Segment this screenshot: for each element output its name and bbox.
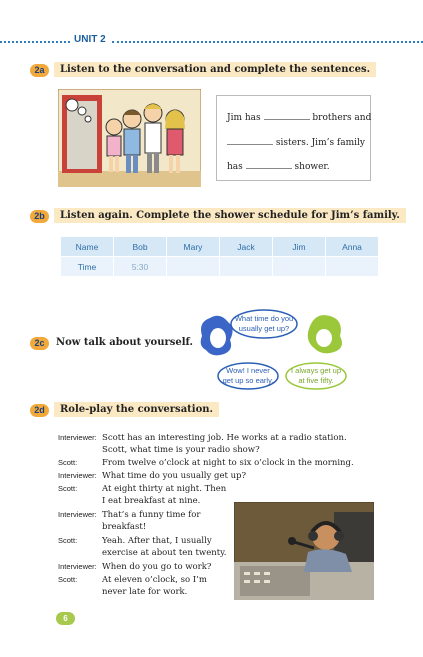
speaker-label: Scott: (58, 484, 78, 493)
bubble-a2-line2: at five fifty. (298, 376, 334, 385)
fill-line-1 (227, 110, 371, 123)
badge-2a: 2a (30, 64, 49, 77)
blank-shower[interactable] (246, 159, 292, 169)
shower-schedule-table (60, 236, 379, 277)
bubble-a1-line1: Wow! I never (226, 366, 270, 375)
fill-line-2 (227, 135, 365, 148)
title-2d: Role-play the conversation. (54, 402, 219, 417)
fill-text-sisters: sisters. Jim’s family (275, 138, 366, 148)
speaker-label: Interviewer: (58, 433, 97, 442)
dialog-line: Scott has an interesting job. He works at a radio station. (102, 433, 347, 443)
dialog-line: exercise at about ten twenty. (102, 548, 227, 558)
dialog-line: breakfast! (102, 522, 147, 532)
blank-sisters[interactable] (227, 135, 273, 145)
unit-label: UNIT 2 (74, 34, 106, 45)
page-number: 6 (56, 612, 75, 625)
schedule-cell-blank[interactable] (326, 257, 379, 277)
title-2a: Listen to the conversation and complete the sentences. (54, 62, 376, 77)
speaker-label: Interviewer: (58, 562, 97, 571)
fill-text-has: has (227, 162, 243, 172)
speech-bubbles-illustration (198, 308, 358, 406)
dialog-line: Scott, what time is your radio show? (102, 445, 260, 455)
schedule-cell-blank[interactable] (273, 257, 326, 277)
speaker-label: Scott: (58, 536, 78, 545)
fill-line-3 (227, 159, 330, 172)
badge-2b: 2b (30, 210, 49, 223)
dotted-rule-right (112, 41, 423, 43)
fill-in-box (216, 95, 371, 181)
dialog-line: never late for work. (102, 587, 188, 597)
bubble-a2-line1: I always get up (290, 366, 342, 375)
dialog-line: At eleven o’clock, so I’m (102, 575, 207, 585)
badge-2c: 2c (30, 337, 49, 350)
schedule-cell: 5:30 (114, 257, 167, 277)
dialog-line: That’s a funny time for (102, 510, 201, 520)
unit-header (0, 36, 423, 46)
schedule-header-row (61, 237, 379, 257)
title-2c: Now talk about yourself. (56, 337, 193, 348)
fill-text-shower: shower. (294, 162, 330, 172)
schedule-header-cell: Mary (167, 237, 220, 257)
dialog-line: What time do you usually get up? (102, 471, 247, 481)
fill-text-brothers: brothers and (312, 113, 372, 123)
schedule-cell: Time (61, 257, 114, 277)
fill-text-jim-has: Jim has (227, 113, 261, 123)
radio-dj-photo (234, 502, 374, 600)
bubble-a1-line2: get up so early. (222, 376, 274, 385)
schedule-header-cell: Bob (114, 237, 167, 257)
title-2b: Listen again. Complete the shower schedule for Jim’s family. (54, 208, 406, 223)
dotted-rule-left (0, 41, 70, 43)
dialog-line: At eight thirty at night. Then (102, 484, 227, 494)
schedule-header-cell: Anna (326, 237, 379, 257)
bubble-q-line1: What time do you (234, 314, 294, 323)
schedule-cell-blank[interactable] (167, 257, 220, 277)
family-waiting-illustration (58, 89, 201, 187)
speaker-label: Scott: (58, 458, 78, 467)
dialog-line: I eat breakfast at nine. (102, 496, 201, 506)
dialog-line: Yeah. After that, I usually (102, 536, 212, 546)
blank-brothers[interactable] (264, 110, 310, 120)
schedule-header-cell: Jim (273, 237, 326, 257)
schedule-cell-blank[interactable] (220, 257, 273, 277)
schedule-header-cell: Jack (220, 237, 273, 257)
dialog-line: From twelve o’clock at night to six o’clock in the morning. (102, 458, 354, 468)
schedule-header-cell: Name (61, 237, 114, 257)
speaker-label: Interviewer: (58, 510, 97, 519)
bubble-q-line2: usually get up? (238, 324, 290, 333)
speaker-label: Scott: (58, 575, 78, 584)
speaker-label: Interviewer: (58, 471, 97, 480)
schedule-time-row (61, 257, 379, 277)
dialog-line: When do you go to work? (102, 562, 212, 572)
badge-2d: 2d (30, 404, 49, 417)
